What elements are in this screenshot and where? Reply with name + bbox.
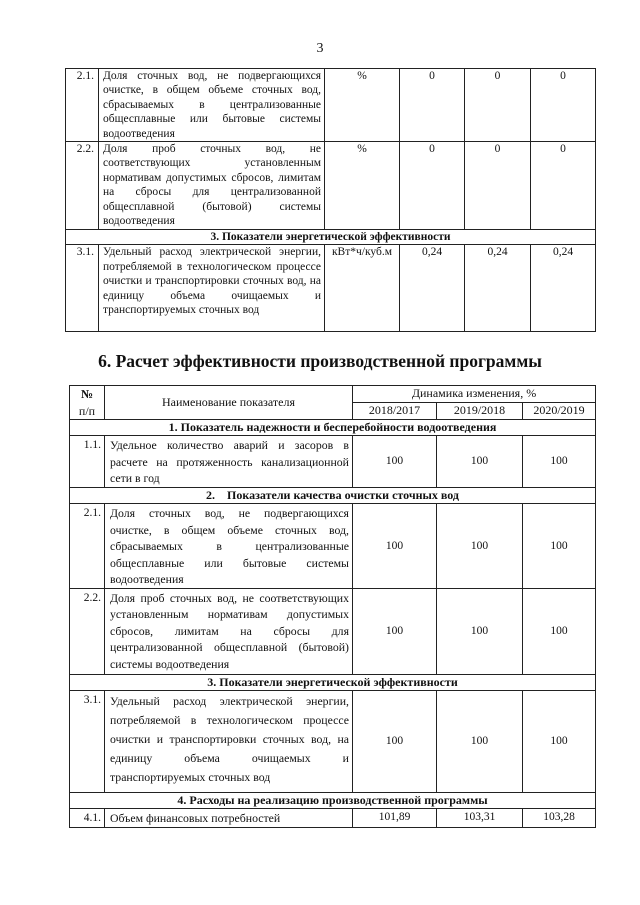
section-heading: 3. Показатели энергетической эффективности [66,230,596,245]
value-cell: 0 [531,69,596,142]
value-cell: 100 [523,436,596,488]
value-cell: 100 [437,690,523,792]
section-heading: 3. Показатели энергетической эффективности [70,674,596,690]
indicator-name: Удельный расход электрической энергии, потребляемой в технологическом процессе очистки и транспортировки сточных вод, на единицу объема очищаемых и транспортируемых сточных вод [99,245,325,332]
header-year: 2020/2019 [523,403,596,420]
section-heading: 2. Показатели качества очистки сточных вод [70,488,596,504]
indicator-name: Доля сточных вод, не подвергающихся очистке, в общем объеме сточных вод, сбрасываемых в централизованные общесплавные или бытовые системы водоотведения [99,69,325,142]
section-row [70,488,596,504]
header-indicator-name: Наименование показателя [105,386,353,420]
unit-cell: % [325,69,400,142]
value-cell: 0,24 [531,245,596,332]
value-cell: 103,28 [523,808,596,827]
header-year: 2019/2018 [437,403,523,420]
indicator-name: Объем финансовых потребностей [105,808,353,827]
value-cell: 0 [465,69,531,142]
unit-cell: кВт*ч/куб.м [325,245,400,332]
section-row [70,792,596,808]
row-number: 3.1. [70,690,105,792]
section-heading: 1. Показатель надежности и бесперебойности водоотведения [70,420,596,436]
value-cell: 100 [353,436,437,488]
table-row [66,69,596,142]
header-dynamics: Динамика изменения, % [353,386,596,403]
indicator-name: Удельный расход электрической энергии, потребляемой в технологическом процессе очистки и транспортировки сточных вод, на единицу объема очищаемых и транспортируемых сточных вод [105,690,353,792]
table-row [70,690,596,792]
indicator-name: Доля проб сточных вод, не соответствующих установленным нормативам допустимых сбросов, лимитам на сбросы для централизованной общесплавной (бытовой) системы водоотведения [105,588,353,674]
value-cell: 103,31 [437,808,523,827]
section-row [66,230,596,245]
value-cell: 100 [437,588,523,674]
indicator-name: Удельное количество аварий и засоров в расчете на протяженность канализационной сети в год [105,436,353,488]
value-cell: 0,24 [400,245,465,332]
value-cell: 0 [531,142,596,230]
row-number: 2.1. [70,504,105,589]
table-row [66,245,596,332]
value-cell: 100 [523,588,596,674]
row-number: 2.2. [70,588,105,674]
value-cell: 0 [465,142,531,230]
number-symbol: № [80,386,94,401]
value-cell: 100 [353,504,437,589]
value-cell: 100 [523,504,596,589]
value-cell: 100 [437,436,523,488]
section-title: 6. Расчет эффективности производственной программы [98,351,542,371]
page-number: 3 [316,41,324,56]
value-cell: 100 [353,690,437,792]
row-number: 2.2. [66,142,99,230]
header-row [70,386,596,403]
row-number: 1.1. [70,436,105,488]
table-row [70,504,596,589]
value-cell: 100 [437,504,523,589]
indicator-name: Доля сточных вод, не подвергающихся очистке, в общем объеме сточных вод, сбрасываемых в централизованные общесплавные или бытовые системы водоотведения [105,504,353,589]
indicators-continuation-table [65,68,596,332]
number-subtitle: п/п [78,404,96,418]
table-row [70,808,596,827]
header-number [70,386,105,420]
efficiency-table [69,385,596,828]
table-row [70,436,596,488]
header-year: 2018/2017 [353,403,437,420]
value-cell: 100 [523,690,596,792]
unit-cell: % [325,142,400,230]
value-cell: 0,24 [465,245,531,332]
value-cell: 0 [400,142,465,230]
indicator-name: Доля проб сточных вод, не соответствующих установленным нормативам допустимых сбросов, лимитам на сбросы для централизованной общесплавной (бытовой) системы водоотведения [99,142,325,230]
table-row [66,142,596,230]
section-heading: 4. Расходы на реализацию производственной программы [70,792,596,808]
value-cell: 0 [400,69,465,142]
section-row [70,420,596,436]
value-cell: 100 [353,588,437,674]
value-cell: 101,89 [353,808,437,827]
row-number: 3.1. [66,245,99,332]
row-number: 2.1. [66,69,99,142]
section-row [70,674,596,690]
row-number: 4.1. [70,808,105,827]
table-row [70,588,596,674]
